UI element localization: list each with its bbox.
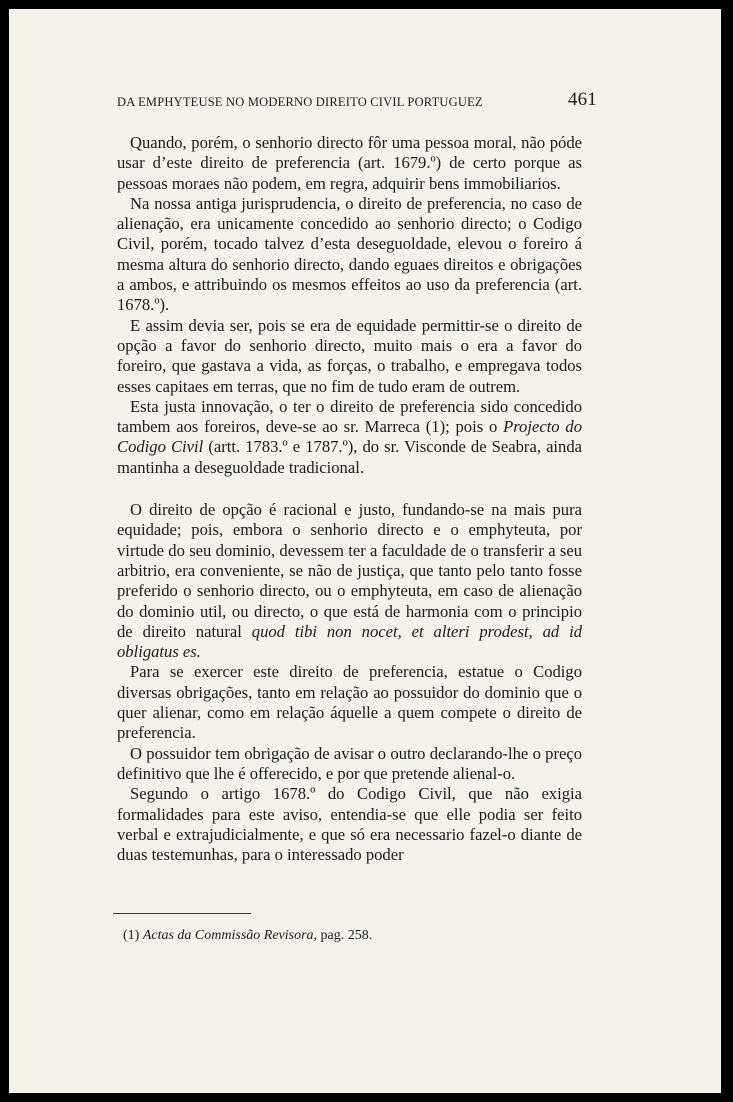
paragraph-4-text-b: (artt. 1783.º e 1787.º), do sr. Visconde de Seabra, ainda mantinha a deseguoldade tradicional. xyxy=(117,437,582,477)
footnote-page: pag. 258. xyxy=(317,928,373,943)
body-text xyxy=(117,133,582,865)
paragraph-3: E assim devia ser, pois se era de equidade permittir-se o direito de opção a favor do senhorio directo, muito mais o era a favor do foreiro, que gastava a vida, as forças, o trabalho, e empregava todos esses capitaes em terras, que no fim de tudo eram de outrem. xyxy=(117,315,582,396)
footnote-source: Actas da Commissão Revisora, xyxy=(142,928,318,943)
footnote-mark: (1) xyxy=(123,928,140,943)
book-page xyxy=(9,9,721,1093)
paragraph-5-text: O direito de opção é racional e justo, fundando-se na mais pura equidade; pois, embora o senhorio directo e o emphyteuta, por virtude do seu dominio, devessem ter a faculdade de o transferir a seu arbitrio, era conveniente, se não de justiça, que tanto pelo tanto fosse preferido o senhorio directo, ou o emphyteuta, em caso de alienação do dominio util, ou directo, o que está de harmonia com o principio de direito natural xyxy=(117,500,582,641)
footnote xyxy=(123,928,372,944)
paragraph-2: Na nossa antiga jurisprudencia, o direito de preferencia, no caso de alienação, era unicamente concedido ao senhorio directo; o Codigo Civil, porém, tocado talvez d’esta deseguoldade, elevou o foreiro á mesma altura do senhorio directo, dando eguaes direitos e obrigações a ambos, e attribuindo os mesmos effeitos ao uso da preferencia (art. 1678.º). xyxy=(117,193,582,315)
paragraph-4-text-a: Esta justa innovação, o ter o direito de preferencia sido concedido tambem aos foreiros, deve-se ao sr. Marreca (1); pois o xyxy=(117,396,582,437)
running-title: DA EMPHYTEUSE NO MODERNO DIREITO CIVIL PORTUGUEZ xyxy=(117,95,483,109)
paragraph-7: O possuidor tem obrigação de avisar o outro declarando-lhe o preço definitivo que lhe é offerecido, e por que pretende alienal-o. xyxy=(117,743,582,783)
paragraph-5 xyxy=(117,500,582,662)
paragraph-4 xyxy=(117,397,582,478)
paragraph-5-latin-maxim: quod tibi non nocet, et alteri prodest, ad id obligatus es. xyxy=(117,621,583,662)
paragraph-4-italic-title: Projecto do Codigo Civil xyxy=(117,417,582,457)
section-gap xyxy=(117,478,582,500)
paragraph-6: Para se exercer este direito de preferencia, estatue o Codigo diversas obrigações, tanto em relação ao possuidor do dominio que o quer alienar, como em relação áquelle a quem compete o direito de preferencia. xyxy=(117,662,582,743)
page-number: 461 xyxy=(567,89,597,110)
paragraph-1: Quando, porém, o senhorio directo fôr uma pessoa moral, não póde usar d’este direito de preferencia (art. 1679.º) de certo porque as pessoas moraes não podem, em regra, adquirir bens immobiliarios. xyxy=(117,133,582,193)
paragraph-8: Segundo o artigo 1678.º do Codigo Civil, que não exigia formalidades para este aviso, entendia-se que elle podia ser feito verbal e extrajudicialmente, e que só era necessario fazel-o diante de duas testemunhas, para o interessado poder xyxy=(117,784,582,865)
footnote-rule xyxy=(113,913,251,914)
